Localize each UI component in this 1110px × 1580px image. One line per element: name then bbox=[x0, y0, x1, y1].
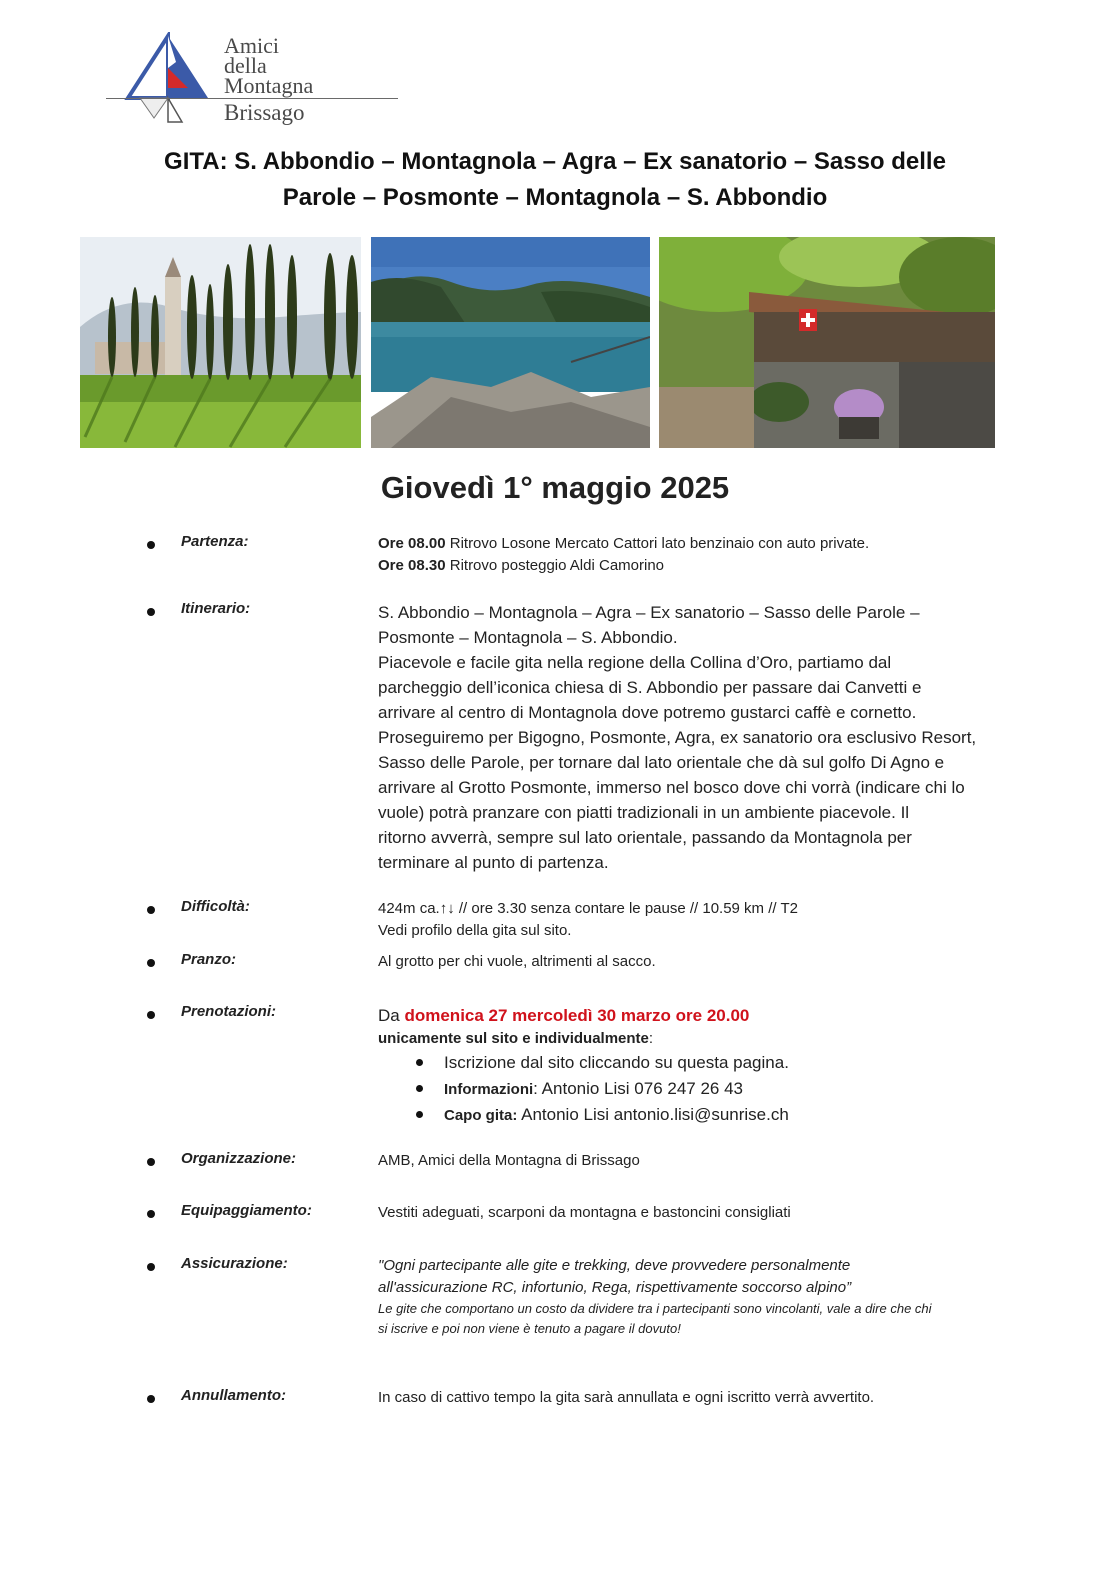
bullet-icon bbox=[147, 1395, 155, 1403]
label-itinerario: Itinerario: bbox=[181, 600, 251, 617]
label-organizzazione: Organizzazione: bbox=[181, 1150, 297, 1167]
itinerario-text: S. Abbondio – Montagnola – Agra – Ex sanatorio – Sasso delle Parole – Posmonte – Montagnola – S. Abbondio. Piacevole e facile gita nella regione della Collina d’Oro, partiamo dal parcheggio dell’iconica chiesa di S. Abbondio per passare dai Canvetti e arrivare al centro di Montagnola dove potremo gustarci caffè e cornetto. Proseguiremo per Bigogno, Posmonte, Agra, ex sanatorio ora esclusivo Resort, Sasso delle Parole, per tornare dal lato orientale che dà sul golfo Di Agno e arrivare al Grotto Posmonte, immerso nel bosco dove chi vorrà (indicare chi lo vuole) potrà pranzare con piatti tradizionali in un ambiente piacevole. Il ritorno avverrà, sempre sul lato orientale, passando da Montagnola per terminare al punto di partenza. bbox=[378, 603, 977, 872]
prenotazioni-text: Da domenica 27 mercoledì 30 marzo ore 20.00 unicamente sul sito e individualmente: Iscrizione dal sito cliccando su questa pagina. Informazioni: Antonio Lisi 076 247 26 43 Capo gita: Antonio Lisi antonio.lisi@sunrise.ch bbox=[378, 1003, 1038, 1128]
trip-date: Giovedì 1° maggio 2025 bbox=[380, 470, 730, 505]
label-difficolta: Difficoltà: bbox=[181, 898, 250, 915]
label-pranzo: Pranzo: bbox=[181, 951, 237, 968]
pranzo-text: Al grotto per chi vuole, altrimenti al sacco. bbox=[378, 953, 656, 970]
club-logo bbox=[106, 32, 406, 132]
logo-location: Brissago bbox=[224, 100, 305, 125]
bullet-icon bbox=[147, 608, 155, 616]
label-equipaggiamento: Equipaggiamento: bbox=[181, 1202, 312, 1219]
lake-lugano-photo bbox=[371, 237, 650, 448]
label-prenotazioni: Prenotazioni: bbox=[181, 1003, 277, 1020]
mountain-logo-icon bbox=[118, 32, 218, 128]
logo-wordmark: Amici della Montagna bbox=[224, 33, 314, 98]
bullet-icon bbox=[416, 1085, 423, 1092]
organizzazione-text: AMB, Amici della Montagna di Brissago bbox=[378, 1152, 640, 1169]
bullet-icon bbox=[147, 541, 155, 549]
booking-list bbox=[378, 1050, 1038, 1128]
bullet-icon bbox=[416, 1111, 423, 1118]
list-item: Informazioni: Antonio Lisi 076 247 26 43 bbox=[378, 1076, 1038, 1102]
bullet-icon bbox=[147, 906, 155, 914]
bullet-icon bbox=[416, 1059, 423, 1066]
church-cypress-photo bbox=[80, 237, 361, 448]
booking-page-link[interactable]: Iscrizione dal sito cliccando su questa pagina. bbox=[444, 1053, 789, 1072]
bullet-icon bbox=[147, 1158, 155, 1166]
label-annullamento: Annullamento: bbox=[181, 1387, 286, 1404]
label-partenza: Partenza: bbox=[181, 533, 249, 550]
bullet-icon bbox=[147, 1263, 155, 1271]
label-assicurazione: Assicurazione: bbox=[181, 1255, 288, 1272]
partenza-text: Ore 08.00 Ritrovo Losone Mercato Cattori lato benzinaio con auto private. Ore 08.30 Ritrovo posteggio Aldi Camorino bbox=[378, 535, 870, 574]
bullet-icon bbox=[147, 959, 155, 967]
trip-title: GITA: S. Abbondio – Montagnola – Agra – Ex sanatorio – Sasso delle Parole – Posmonte – Montagnola – S. Abbondio bbox=[164, 148, 946, 211]
list-item bbox=[378, 1050, 1038, 1076]
bullet-icon bbox=[147, 1210, 155, 1218]
equipaggiamento-text: Vestiti adeguati, scarponi da montagna e bastoncini consigliati bbox=[378, 1204, 791, 1221]
list-item: Capo gita: Antonio Lisi antonio.lisi@sunrise.ch bbox=[378, 1102, 1038, 1128]
assicurazione-text: "Ogni partecipante alle gite e trekking, deve provvedere personalmente all'assicurazione RC, infortunio, Rega, rispettivamente soccorso alpino” Le gite che comportano un costo da dividere tra i partecipanti sono vincolanti, vale a dire che chi si iscrive e poi non viene è tenuto a pagare il dovuto! bbox=[378, 1257, 932, 1336]
grotto-terrace-photo bbox=[659, 237, 995, 448]
annullamento-text: In caso di cattivo tempo la gita sarà annullata e ogni iscritto verrà avvertito. bbox=[378, 1389, 875, 1406]
difficolta-text: 424m ca.↑↓ // ore 3.30 senza contare le pause // 10.59 km // T2 Vedi profilo della gita sul sito. bbox=[378, 900, 798, 939]
booking-dates: domenica 27 mercoledì 30 marzo ore 20.00 bbox=[404, 1006, 750, 1025]
bullet-icon bbox=[147, 1011, 155, 1019]
logo-divider bbox=[106, 98, 398, 99]
